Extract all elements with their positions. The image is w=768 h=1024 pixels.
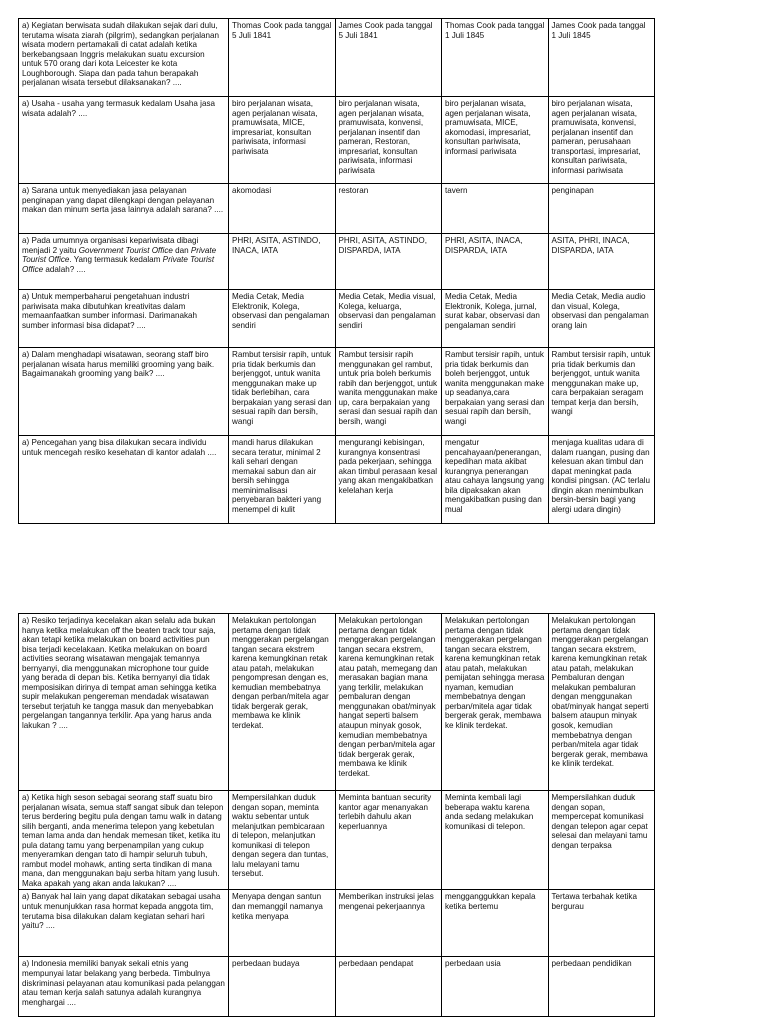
option-cell: PHRI, ASITA, ASTINDO, DISPARDA, IATA: [335, 234, 442, 290]
option-cell: Thomas Cook pada tanggal 5 Juli 1841: [229, 19, 336, 97]
question-cell: a) Sarana untuk menyediakan jasa pelayanan penginapan yang dapat dilengkapi dengan pelayanan makan dan minum serta jasa lainnya adalah sarana? ....: [19, 184, 229, 234]
option-cell: PHRI, ASITA, ASTINDO, INACA, IATA: [229, 234, 336, 290]
question-cell: a) Banyak hal lain yang dapat dikatakan sebagai usaha untuk menunjukkan rasa hormat kepada anggota tim, terutama bisa dilakukan dalam kegiatan sehari hari yaitu? ....: [19, 890, 229, 957]
question-cell: a) Kegiatan berwisata sudah dilakukan sejak dari dulu, terutama wisata ziarah (pilgrim), sedangkan perjalanan wisata modern pertamakali di catat adalah ketika berkebangsaan Inggris melakukan suatu excursion untuk 570 orang dari kota Leicester ke kota Loughborough. Siapa dan pada tahun berapakah perjalanan wisata tersebut dilaksanakan? ....: [19, 19, 229, 97]
question-table-1: [18, 18, 655, 524]
option-cell: Melakukan pertolongan pertama dengan tidak menggerakan pergelangan tangan secara ekstrem karena kemungkinan retak atau patah, melakukan pengompresan dengan es, kemudian membebatnya dengan perban/mitela agar tidak bergerak gerak, membawa ke klinik terdekat.: [229, 614, 336, 791]
question-cell: a) Usaha - usaha yang termasuk kedalam Usaha jasa wisata adalah? ....: [19, 97, 229, 184]
question-text: dan: [172, 245, 191, 255]
table-row: [19, 614, 655, 791]
option-cell: Meminta kembali lagi beberapa waktu karena anda sedang melakukan komunikasi di telepon.: [442, 791, 549, 890]
table-row: [19, 791, 655, 890]
option-cell: biro perjalanan wisata, agen perjalanan wisata, pramuwisata, konvensi, perjalanan insentif dan pameran, perusahaan transportasi, impresariat, konsultan pariwisata, informasi pariwisata: [548, 97, 655, 184]
table-row: [19, 890, 655, 957]
option-cell: perbedaan pendidikan: [548, 957, 655, 1017]
option-cell: Media Cetak, Media Elektronik, Kolega, observasi dan pengalaman sendiri: [229, 290, 336, 348]
option-cell: Melakukan pertolongan pertama dengan tidak menggerakan pergelangan tangan secara ekstrem, karena kemungkinan retak atau patah, melakukan Pembaluran dengan melakukan pembaluran dengan menggunakan obat/minyak hangat seperti balsem ataupun minyak gosok, kemudian membebatnya dengan perban/mitela agar tidak bergerak gerak, membawa ke klinik terdekat.: [548, 614, 655, 791]
option-cell: Mempersilahkan duduk dengan sopan, meminta waktu sebentar untuk melanjutkan pembicaraan di telepon, melanjutkan komunikasi di telepon dengan segera dan tuntas, lalu melayani tamu tersebut.: [229, 791, 336, 890]
option-cell: Thomas Cook pada tanggal 1 Juli 1845: [442, 19, 549, 97]
table-row: [19, 19, 655, 97]
table-row: [19, 97, 655, 184]
option-cell: Memberikan instruksi jelas mengenai pekerjaannya: [335, 890, 442, 957]
option-cell: Rambut tersisir rapih, untuk pria tidak berkumis dan boleh berjenggot, untuk wanita menggunakan make up seadanya,cara berpakaian yang serasi dan sesuai rapih dan bersih, wangi: [442, 348, 549, 436]
option-cell: mandi harus dilakukan secara teratur, minimal 2 kali sehari dengan memakai sabun dan air bersih sehingga meminimalisasi penyebaran bakteri yang menempel di kulit: [229, 436, 336, 524]
option-cell: menjaga kualitas udara di dalam ruangan, pusing dan kelesuan akan timbul dan dapat meningkat pada kondisi pingsan. (AC terlalu dingin akan menimbulkan bersin-bersin bagi yang alergi udara dingin): [548, 436, 655, 524]
table-row: [19, 436, 655, 524]
option-cell: tavern: [442, 184, 549, 234]
table-row: [19, 290, 655, 348]
option-cell: mengatur pencahayaan/penerangan, kepedihan mata akibat kurangnya penerangan atau cahaya langsung yang bila dipaksakan akan mengakibatkan pusing dan mual: [442, 436, 549, 524]
option-cell: James Cook pada tanggal 5 Juli 1841: [335, 19, 442, 97]
option-cell: biro perjalanan wisata, agen perjalanan wisata, pramuwisata, MICE, impresariat, konsultan pariwisata, informasi pariwisata: [229, 97, 336, 184]
option-cell: restoran: [335, 184, 442, 234]
question-term: Private Tourist Office: [22, 255, 215, 274]
option-cell: Rambut tersisir rapih, untuk pria tidak berkumis dan berjenggot, untuk wanita menggunakan make up, cara berpakaian seragam tempat kerja dan bersih, wangi: [548, 348, 655, 436]
option-cell: mengganggukkan kepala ketika bertemu: [442, 890, 549, 957]
question-cell: a) Untuk memperbaharui pengetahuan industri pariwisata maka dibutuhkan kreativitas dalam memaanfaatkan sumber informasi. Darimanakah sumber informasi bisa didapat? ....: [19, 290, 229, 348]
option-cell: Rambut tersisir rapih menggunakan gel rambut, untuk pria boleh berkumis rabih dan berjenggot, untuk wanita menggunakan make up, cara berpakaian yang serasi dan sesuai rapih dan bersih, wangi: [335, 348, 442, 436]
option-cell: akomodasi: [229, 184, 336, 234]
option-cell: James Cook pada tanggal 1 Juli 1845: [548, 19, 655, 97]
option-cell: PHRI, ASITA, INACA, DISPARDA, IATA: [442, 234, 549, 290]
question-text: adalah? ....: [43, 264, 86, 274]
question-text: . Yang termasuk kedalam: [69, 255, 163, 265]
option-cell: Rambut tersisir rapih, untuk pria tidak berkumis dan berjenggot, untuk wanita menggunakan make up tidak berlebihan, cara berpakaian yang serasi dan sesuai rapih dan bersih, wangi: [229, 348, 336, 436]
option-cell: Meminta bantuan security kantor agar menanyakan terlebih dahulu akan keperluannya: [335, 791, 442, 890]
table-row: [19, 957, 655, 1017]
option-cell: biro perjalanan wisata, agen perjalanan wisata, pramuwisata, konvensi, perjalanan insentif dan pameran, Restoran, impresariat, konsultan pariwisata, informasi pariwisata: [335, 97, 442, 184]
option-cell: ASITA, PHRI, INACA, DISPARDA, IATA: [548, 234, 655, 290]
option-cell: penginapan: [548, 184, 655, 234]
table-row: [19, 348, 655, 436]
option-cell: Mempersilahkan duduk dengan sopan, mempercepat komunikasi dengan telepon agar cepat selesai dan melayani tamu dengan terpaksa: [548, 791, 655, 890]
question-cell: [19, 234, 229, 290]
question-cell: a) Resiko terjadinya kecelakan akan selalu ada bukan hanya ketika melakukan off the beaten track tour saja, akan tetapi ketika melakukan on board activities pun bisa terjadi kecelakaan. Ketika melakukan on board activities seorang wisatawan mengajak temannya bernyanyi, dia menggunakan microphone tour guide yang berada di depan bis. Ketika bernyanyi dia tidak memposisikan dirinya di tempat aman sehingga ketika supir melakukan pengereman mendadak wisatawan tersebut terjatuh ke tangga masuk dan menyebabkan pergelangan tangannya terkilir. Apa yang harus anda lakukan ? ....: [19, 614, 229, 791]
option-cell: perbedaan usia: [442, 957, 549, 1017]
question-cell: a) Dalam menghadapi wisatawan, seorang staff biro perjalanan wisata harus memiliki grooming yang baik. Bagaimanakah grooming yang baik? ....: [19, 348, 229, 436]
question-cell: a) Indonesia memiliki banyak sekali etnis yang mempunyai latar belakang yang berbeda. Timbulnya diskriminasi pelayanan atau komunikasi pada pelanggan atau teman kerja salah satunya adalah kurangnya menghargai ....: [19, 957, 229, 1017]
question-cell: a) Ketika high seson sebagai seorang staff suatu biro perjalanan wisata, semua staff sangat sibuk dan telepon terus berdering begitu pula dengan tamu walk in datang silih berganti, anda menerima telepon yang kebetulan teman lama anda dan hendak memesan tiket, ketika itu pula datang tamu yang berpenampilan yang cukup menyeramkan dengan tato di hampir seluruh tubuh, rambut model mohawk, anting serta tindikan di mana mana, dan menggunakan baju serba hitam yang lusuh. Maka apakah yang akan anda lakukan? ....: [19, 791, 229, 890]
table-row: [19, 234, 655, 290]
option-cell: mengurangi kebisingan, kurangnya konsentrasi pada pekerjaan, sehingga akan timbul perasaan kesal yang akan mengakibatkan kelelahan kerja: [335, 436, 442, 524]
option-cell: Media Cetak, Media audio dan visual, Kolega, observasi dan pengalaman orang lain: [548, 290, 655, 348]
question-term: Private Tourist Office: [22, 245, 217, 265]
option-cell: biro perjalanan wisata, agen perjalanan wisata, pramuwisata, MICE, akomodasi, impresariat, konsultan pariwisata, informasi pariwisata: [442, 97, 549, 184]
question-cell: a) Pencegahan yang bisa dilakukan secara individu untuk mencegah resiko kesehatan di kantor adalah ....: [19, 436, 229, 524]
option-cell: Tertawa terbahak ketika bergurau: [548, 890, 655, 957]
option-cell: Menyapa dengan santun dan memanggil namanya ketika menyapa: [229, 890, 336, 957]
option-cell: Melakukan pertolongan pertama dengan tidak menggerakan pergelangan tangan secara ekstrem, karena kemungkinan retak atau patah, melakukan pemijatan sehingga merasa nyaman, kemudian membebatnya dengan perban/mitela agar tidak bergerak gerak, membawa ke klinik terdekat.: [442, 614, 549, 791]
option-cell: Media Cetak, Media visual, Kolega, keluarga, observasi dan pengalaman sendiri: [335, 290, 442, 348]
option-cell: perbedaan pendapat: [335, 957, 442, 1017]
option-cell: Melakukan pertolongan pertama dengan tidak menggerakan pergelangan tangan secara ekstrem, karena kemungkinan retak atau patah, memegang dan merasakan bagian mana yang terkilir, melakukan pembaluran dengan menggunakan obat/minyak hangat seperti balsem ataupun minyak gosok, kemudian membebatnya dengan perban/mitela agar tidak bergerak gerak, membawa ke klinik terdekat.: [335, 614, 442, 791]
question-table-2: [18, 613, 655, 1017]
table-row: [19, 184, 655, 234]
question-term: Government Tourist Office: [78, 245, 173, 255]
question-text: a) Pada umumnya organisasi kepariwisata dibagi menjadi 2 yaitu: [22, 236, 199, 255]
option-cell: perbedaan budaya: [229, 957, 336, 1017]
option-cell: Media Cetak, Media Elektronik, Kolega, jurnal, surat kabar, observasi dan pengalaman sendiri: [442, 290, 549, 348]
